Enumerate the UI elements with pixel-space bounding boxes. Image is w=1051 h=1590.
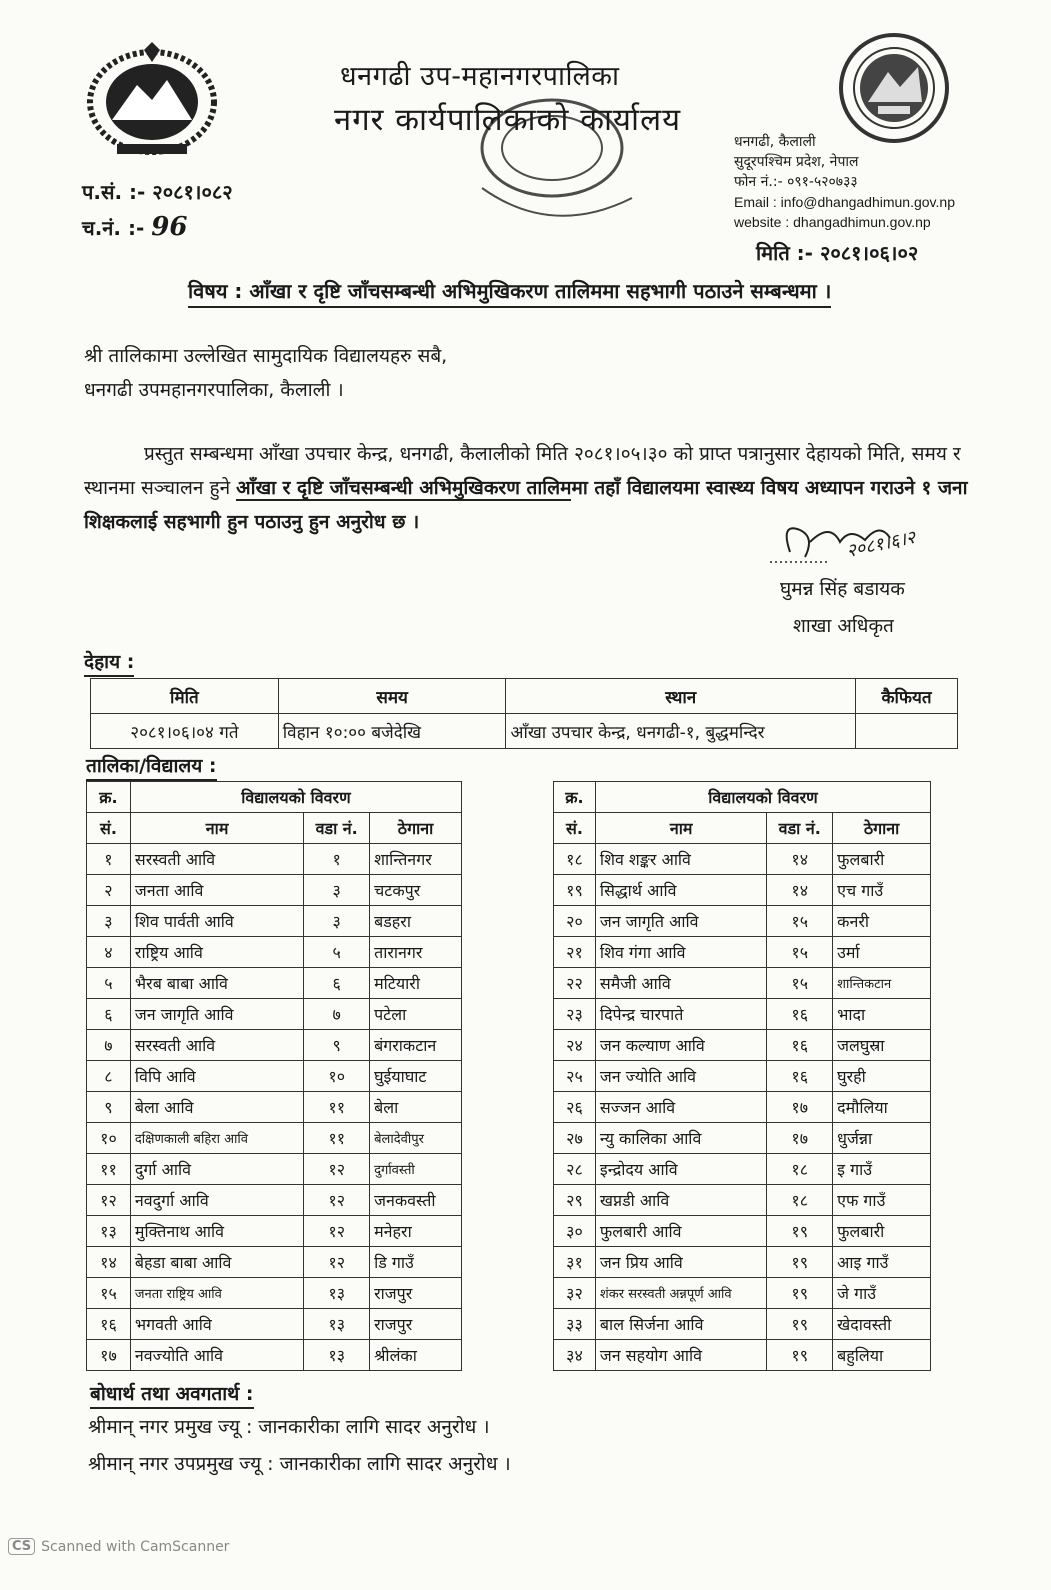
school-sn: ३३ (554, 1309, 596, 1340)
schedule-header-remarks: कैफियत (856, 679, 958, 714)
school-address: फुलबारी (833, 844, 931, 875)
school-name: राष्ट्रिय आवि (130, 937, 303, 968)
signatory-title: शाखा अधिकृत (793, 615, 894, 637)
school-ward: ७ (304, 999, 370, 1030)
contact-email: Email : info@dhangadhimun.gov.np (734, 194, 955, 210)
school-row (87, 1278, 462, 1309)
school-name: जन जागृति आवि (595, 906, 766, 937)
school-row (87, 1092, 462, 1123)
school-name: बाल सिर्जना आवि (595, 1309, 766, 1340)
header-name: नाम (595, 813, 766, 844)
schedule-row (91, 714, 958, 749)
school-sn: १६ (87, 1309, 131, 1340)
school-sn: १ (87, 844, 131, 875)
contact-city: धनगढी, कैलाली (734, 134, 816, 150)
school-sn: २६ (554, 1092, 596, 1123)
school-sn: २३ (554, 999, 596, 1030)
school-name: सरस्वती आवि (130, 1030, 303, 1061)
school-ward: ११ (304, 1092, 370, 1123)
school-address: आइ गाउँ (833, 1247, 931, 1278)
school-row (87, 1030, 462, 1061)
school-sn: ३० (554, 1216, 596, 1247)
school-row (554, 1154, 931, 1185)
school-row (554, 1123, 931, 1154)
school-address: धुर्जन्ना (833, 1123, 931, 1154)
school-row (87, 1216, 462, 1247)
school-ward: १६ (767, 1061, 833, 1092)
school-ward: १५ (767, 906, 833, 937)
school-sn: २८ (554, 1154, 596, 1185)
school-row (554, 1216, 931, 1247)
school-address: भादा (833, 999, 931, 1030)
school-name: भैरब बाबा आवि (130, 968, 303, 999)
schedule-header-place: स्थान (506, 679, 856, 714)
school-row (554, 1061, 931, 1092)
signature-date-handwritten: २०८१।६।२ (844, 526, 918, 563)
school-ward: १९ (767, 1216, 833, 1247)
school-name: जन सहयोग आवि (595, 1340, 766, 1371)
header-line2: नगर कार्यपालिकाको कार्यालय (334, 102, 682, 138)
school-row (87, 906, 462, 937)
school-name: नवदुर्गा आवि (130, 1185, 303, 1216)
school-row (87, 1309, 462, 1340)
school-name: शिव गंगा आवि (595, 937, 766, 968)
schedule-table (90, 678, 958, 749)
school-address: राजपुर (370, 1278, 462, 1309)
schedule-remarks (856, 714, 958, 749)
school-sn: ३४ (554, 1340, 596, 1371)
school-name: खप्नडी आवि (595, 1185, 766, 1216)
school-ward: १९ (767, 1247, 833, 1278)
school-row (554, 1309, 931, 1340)
school-sn: २२ (554, 968, 596, 999)
school-sn: १० (87, 1123, 131, 1154)
school-row (554, 1092, 931, 1123)
school-ward: १७ (767, 1123, 833, 1154)
schedule-header-row (91, 679, 958, 714)
school-row (554, 844, 931, 875)
schools-table-left (86, 781, 462, 1371)
contact-phone: फोन नं.:- ०९१-५२०७३३ (734, 174, 858, 190)
school-ward: १२ (304, 1154, 370, 1185)
school-name: दुर्गा आवि (130, 1154, 303, 1185)
school-address: जनकवस्ती (370, 1185, 462, 1216)
school-address: फुलबारी (833, 1216, 931, 1247)
school-name: शिव पार्वती आवि (130, 906, 303, 937)
school-ward: १० (304, 1061, 370, 1092)
letter-subject: विषय : आँखा र दृष्टि जाँचसम्बन्धी अभिमुखिकरण तालिममा सहभागी पठाउने सम्बन्धमा । (188, 277, 831, 308)
school-sn: १५ (87, 1278, 131, 1309)
dispatch-number-label: च.नं. :- (82, 216, 145, 240)
school-name: शिव शङ्कर आवि (595, 844, 766, 875)
school-row (87, 875, 462, 906)
school-name: दिपेन्द्र चारपाते (595, 999, 766, 1030)
school-name: समैजी आवि (595, 968, 766, 999)
school-ward: ५ (304, 937, 370, 968)
school-address: एफ गाउँ (833, 1185, 931, 1216)
school-address: कनरी (833, 906, 931, 937)
header-sn-top: क्र. (554, 782, 596, 813)
school-ward: १२ (304, 1216, 370, 1247)
school-sn: २० (554, 906, 596, 937)
school-row (87, 1340, 462, 1371)
school-name: सरस्वती आवि (130, 844, 303, 875)
school-name: जनता आवि (130, 875, 303, 906)
cc-line2: श्रीमान् नगर उपप्रमुख ज्यू : जानकारीका लागि सादर अनुरोध । (88, 1453, 511, 1475)
signatory-name: घुमन्न सिंह बडायक (780, 578, 905, 600)
scanner-text: Scanned with CamScanner (41, 1538, 230, 1555)
school-ward: ६ (304, 968, 370, 999)
school-row (554, 1185, 931, 1216)
school-name: सिद्धार्थ आवि (595, 875, 766, 906)
school-sn: ११ (87, 1154, 131, 1185)
body-training-name: आँखा र दृष्टि जाँचसम्बन्धी अभिमुखिकरण तालिम (236, 477, 572, 499)
school-ward: १४ (767, 844, 833, 875)
school-ward: १३ (304, 1309, 370, 1340)
header-sn-top: क्र. (87, 782, 131, 813)
school-name: बेहडा बाबा आवि (130, 1247, 303, 1278)
school-address: मनेहरा (370, 1216, 462, 1247)
school-name: जन ज्योति आवि (595, 1061, 766, 1092)
nepal-emblem-logo (82, 40, 222, 160)
school-address: पटेला (370, 999, 462, 1030)
school-row (87, 844, 462, 875)
header-sn-bottom: सं. (554, 813, 596, 844)
school-address: एच गाउँ (833, 875, 931, 906)
scanner-footer (8, 1538, 229, 1555)
school-name: भगवती आवि (130, 1309, 303, 1340)
schedule-header-time: समय (278, 679, 506, 714)
school-address: बंगराकटान (370, 1030, 462, 1061)
school-row (554, 999, 931, 1030)
school-address: तारानगर (370, 937, 462, 968)
school-ward: १३ (304, 1278, 370, 1309)
school-row (554, 937, 931, 968)
header-line1: धनगढी उप-महानगरपालिका (340, 61, 620, 92)
school-name: जन प्रिय आवि (595, 1247, 766, 1278)
school-address: बेलादेवीपुर (370, 1123, 462, 1154)
school-ward: १४ (767, 875, 833, 906)
school-row (87, 1185, 462, 1216)
school-address: जे गाउँ (833, 1278, 931, 1309)
schools-left-body (87, 844, 462, 1371)
school-row (87, 999, 462, 1030)
school-sn: १९ (554, 875, 596, 906)
school-row (87, 1247, 462, 1278)
school-sn: ७ (87, 1030, 131, 1061)
school-name: न्यु कालिका आवि (595, 1123, 766, 1154)
school-sn: ४ (87, 937, 131, 968)
school-row (87, 1154, 462, 1185)
school-address: इ गाउँ (833, 1154, 931, 1185)
header-sn-bottom: सं. (87, 813, 131, 844)
school-ward: १६ (767, 999, 833, 1030)
school-ward: १९ (767, 1278, 833, 1309)
school-ward: ९ (304, 1030, 370, 1061)
school-row (87, 1061, 462, 1092)
school-sn: ५ (87, 968, 131, 999)
school-address: राजपुर (370, 1309, 462, 1340)
school-sn: २७ (554, 1123, 596, 1154)
school-name: जन जागृति आवि (130, 999, 303, 1030)
municipality-seal-logo (838, 32, 950, 144)
school-row (554, 968, 931, 999)
school-ward: १७ (767, 1092, 833, 1123)
school-sn: ६ (87, 999, 131, 1030)
school-sn: २५ (554, 1061, 596, 1092)
school-name: विपि आवि (130, 1061, 303, 1092)
school-row (554, 1030, 931, 1061)
school-ward: १५ (767, 968, 833, 999)
contact-website: website : dhangadhimun.gov.np (734, 214, 931, 230)
letter-date: मिति :- २०८१।०६।०२ (756, 241, 919, 265)
school-sn: २४ (554, 1030, 596, 1061)
school-sn: ३२ (554, 1278, 596, 1309)
school-ward: १८ (767, 1185, 833, 1216)
cc-heading: बोधार्थ तथा अवगतार्थ : (90, 1380, 254, 1409)
school-address: चटकपुर (370, 875, 462, 906)
schools-header-row-top (554, 782, 931, 813)
school-sn: १७ (87, 1340, 131, 1371)
school-row (87, 968, 462, 999)
school-address: डि गाउँ (370, 1247, 462, 1278)
school-address: शान्तिनगर (370, 844, 462, 875)
school-ward: १३ (304, 1340, 370, 1371)
school-row (554, 1247, 931, 1278)
school-ward: ३ (304, 906, 370, 937)
header-name: नाम (130, 813, 303, 844)
school-sn: १८ (554, 844, 596, 875)
school-address: मटियारी (370, 968, 462, 999)
school-address: बडहरा (370, 906, 462, 937)
school-address: दमौलिया (833, 1092, 931, 1123)
addressee-line2: धनगढी उपमहानगरपालिका, कैलाली । (84, 379, 344, 401)
school-row (87, 937, 462, 968)
school-name: मुक्तिनाथ आवि (130, 1216, 303, 1247)
header-address: ठेगाना (833, 813, 931, 844)
schools-header-row-bottom (554, 813, 931, 844)
schedule-header-date: मिति (91, 679, 279, 714)
school-address: जलघुस्रा (833, 1030, 931, 1061)
schedule-heading: देहाय : (84, 648, 134, 677)
school-name: नवज्योति आवि (130, 1340, 303, 1371)
school-name: दक्षिणकाली बहिरा आवि (130, 1123, 303, 1154)
school-sn: ८ (87, 1061, 131, 1092)
school-row (554, 1278, 931, 1309)
school-name: सज्जन आवि (595, 1092, 766, 1123)
schedule-place: आँखा उपचार केन्द्र, धनगढी-१, बुद्धमन्दिर (506, 714, 856, 749)
school-name: जन कल्याण आवि (595, 1030, 766, 1061)
school-ward: १९ (767, 1309, 833, 1340)
header-school-details: विद्यालयको विवरण (130, 782, 461, 813)
school-ward: १६ (767, 1030, 833, 1061)
school-ward: १९ (767, 1340, 833, 1371)
schedule-time: विहान १०:०० बजेदेखि (278, 714, 506, 749)
school-address: बेला (370, 1092, 462, 1123)
school-ward: ३ (304, 875, 370, 906)
school-address: श्रीलंका (370, 1340, 462, 1371)
school-sn: २९ (554, 1185, 596, 1216)
school-name: जनता राष्ट्रिय आवि (130, 1278, 303, 1309)
school-ward: १२ (304, 1185, 370, 1216)
body-part2: मा तहाँ विद्यालयमा स्वास्थ्य विषय अध्यापन गराउने १ जना शिक्षकलाई सहभागी हुन पठाउनु हुन अनुरोध छ । (84, 477, 968, 533)
reference-number: प.सं. :- २०८१।०८२ (82, 180, 233, 204)
body-part1: प्रस्तुत सम्बन्धमा आँखा उपचार केन्द्र, धनगढी, कैलालीको मिति २०८१।०५।३० को प्राप्त पत्रानुसार देहायको मिति, समय र स्थानमा सञ्चालन हुने (84, 443, 961, 499)
school-sn: ९ (87, 1092, 131, 1123)
school-ward: १२ (304, 1247, 370, 1278)
school-name: फुलबारी आवि (595, 1216, 766, 1247)
school-name: शंकर सरस्वती अन्नपूर्ण आवि (595, 1278, 766, 1309)
header-ward: वडा नं. (304, 813, 370, 844)
school-sn: १४ (87, 1247, 131, 1278)
camscanner-icon: CS (8, 1538, 35, 1555)
dispatch-number-handwritten: 96 (151, 212, 188, 242)
school-address: शान्तिकटान (833, 968, 931, 999)
school-address: बहुलिया (833, 1340, 931, 1371)
header-address: ठेगाना (370, 813, 462, 844)
school-sn: ३ (87, 906, 131, 937)
school-row (554, 875, 931, 906)
school-address: उर्मा (833, 937, 931, 968)
school-address: घुईयाघाट (370, 1061, 462, 1092)
school-address: खेदावस्ती (833, 1309, 931, 1340)
school-sn: २ (87, 875, 131, 906)
school-sn: २१ (554, 937, 596, 968)
dispatch-number-row (82, 212, 187, 242)
schools-heading: तालिका/विद्यालय : (86, 752, 217, 781)
school-address: घुरही (833, 1061, 931, 1092)
cc-line1: श्रीमान् नगर प्रमुख ज्यू : जानकारीका लागि सादर अनुरोध । (88, 1416, 490, 1438)
schedule-date: २०८१।०६।०४ गते (91, 714, 279, 749)
school-ward: १८ (767, 1154, 833, 1185)
school-sn: १३ (87, 1216, 131, 1247)
school-address: दुर्गावस्ती (370, 1154, 462, 1185)
addressee-line1: श्री तालिकामा उल्लेखित सामुदायिक विद्यालयहरु सबै, (84, 345, 448, 367)
schools-header-row-top (87, 782, 462, 813)
schools-right-body (554, 844, 931, 1371)
header-ward: वडा नं. (767, 813, 833, 844)
school-row (554, 1340, 931, 1371)
contact-province: सुदूरपश्चिम प्रदेश, नेपाल (734, 154, 859, 170)
school-name: बेला आवि (130, 1092, 303, 1123)
school-ward: १५ (767, 937, 833, 968)
school-sn: १२ (87, 1185, 131, 1216)
schools-table-right (553, 781, 931, 1371)
school-row (87, 1123, 462, 1154)
schools-header-row-bottom (87, 813, 462, 844)
header-school-details: विद्यालयको विवरण (595, 782, 930, 813)
school-name: इन्द्रोदय आवि (595, 1154, 766, 1185)
school-ward: ११ (304, 1123, 370, 1154)
school-ward: १ (304, 844, 370, 875)
school-row (554, 906, 931, 937)
contact-block (734, 132, 955, 232)
school-sn: ३१ (554, 1247, 596, 1278)
